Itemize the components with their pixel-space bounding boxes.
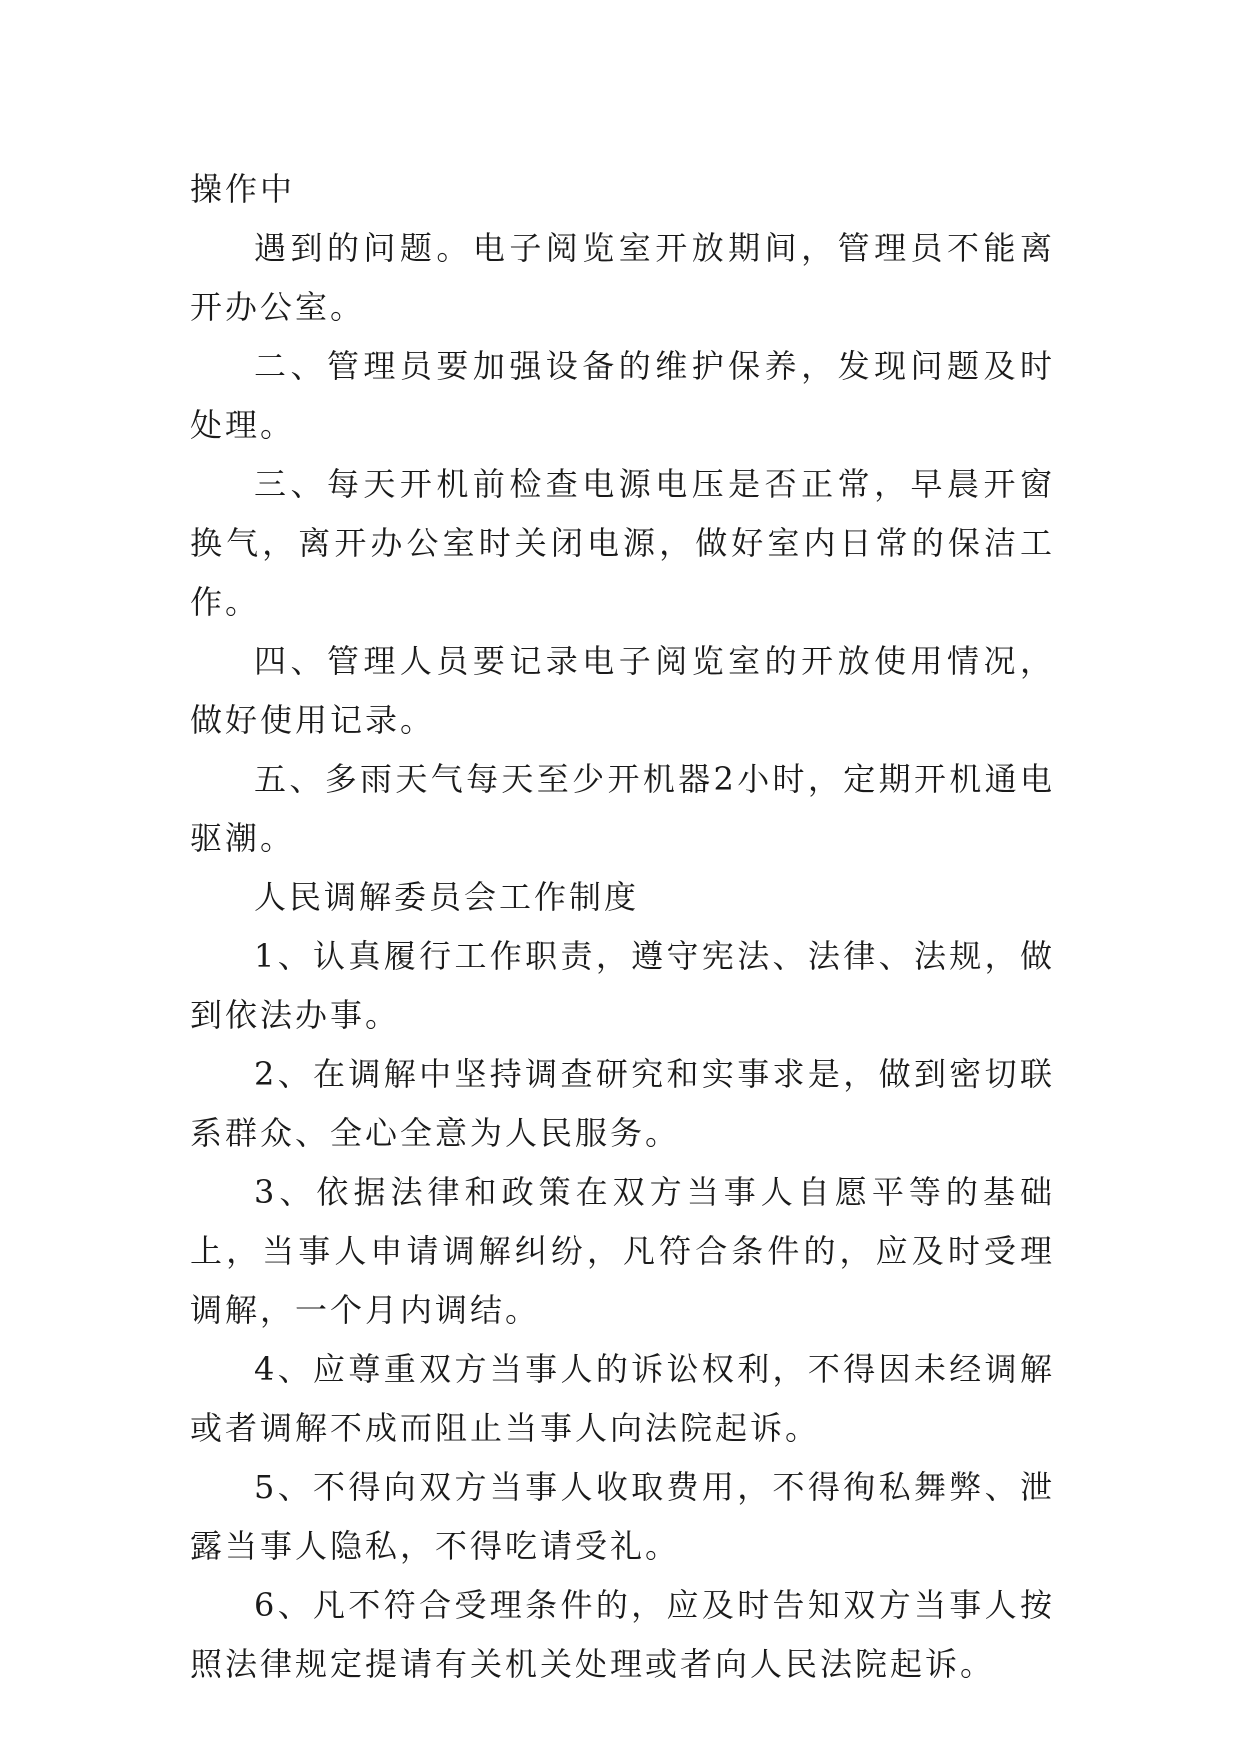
paragraph-rule-5: 五、多雨天气每天至少开机器2小时，定期开机通电驱潮。 bbox=[190, 760, 1055, 857]
paragraph-mediation-4: 4、应尊重双方当事人的诉讼权利，不得因未经调解或者调解不成而阻止当事人向法院起诉。 bbox=[190, 1350, 1055, 1447]
paragraph-mediation-1: 1、认真履行工作职责，遵守宪法、法律、法规，做到依法办事。 bbox=[190, 937, 1055, 1034]
paragraph-rule-4: 四、管理人员要记录电子阅览室的开放使用情况，做好使用记录。 bbox=[190, 642, 1055, 739]
paragraph-mediation-5: 5、不得向双方当事人收取费用，不得徇私舞弊、泄露当事人隐私，不得吃请受礼。 bbox=[190, 1468, 1055, 1565]
document-body bbox=[190, 160, 1055, 1694]
paragraph-fragment-heading: 操作中 bbox=[190, 170, 296, 208]
paragraph-rule-2: 二、管理员要加强设备的维护保养，发现问题及时处理。 bbox=[190, 347, 1055, 444]
paragraph-mediation-3: 3、依据法律和政策在双方当事人自愿平等的基础上，当事人申请调解纠纷，凡符合条件的，应及时受理调解，一个月内调结。 bbox=[190, 1173, 1055, 1329]
paragraph-rule-3: 三、每天开机前检查电源电压是否正常，早晨开窗换气，离开办公室时关闭电源，做好室内日常的保洁工作。 bbox=[190, 465, 1055, 621]
paragraph-reading-room-problems: 遇到的问题。电子阅览室开放期间，管理员不能离开办公室。 bbox=[190, 229, 1055, 326]
paragraph-mediation-6: 6、凡不符合受理条件的，应及时告知双方当事人按照法律规定提请有关机关处理或者向人民法院起诉。 bbox=[190, 1586, 1055, 1683]
section-title-mediation: 人民调解委员会工作制度 bbox=[254, 878, 640, 916]
paragraph-mediation-2: 2、在调解中坚持调查研究和实事求是，做到密切联系群众、全心全意为人民服务。 bbox=[190, 1055, 1055, 1152]
